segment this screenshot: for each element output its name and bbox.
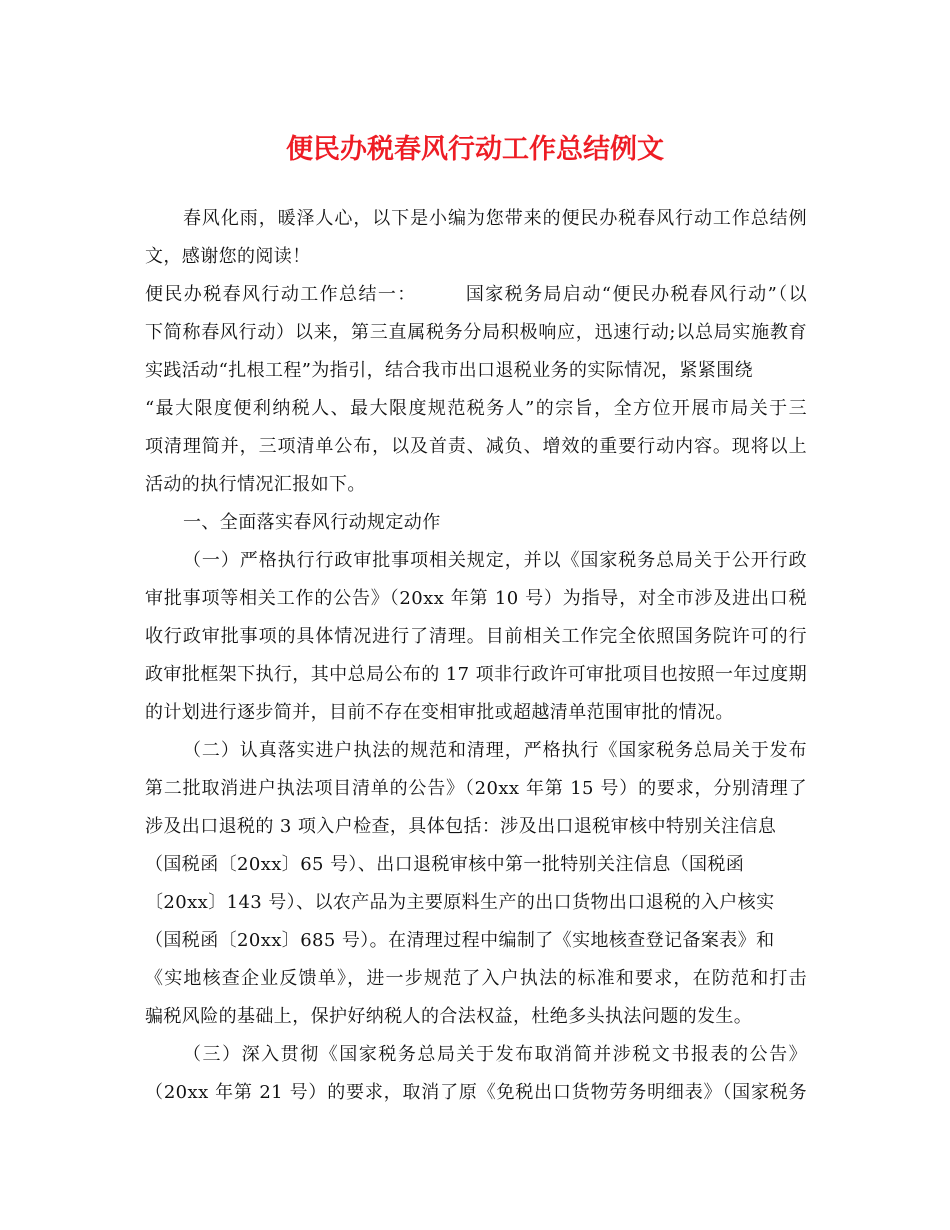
- paragraph-line: 便民办税春风行动工作总结一： 国家税务局启动“便民办税春风行动”（以: [145, 284, 807, 305]
- paragraph-line: 活动的执行情况汇报如下。: [145, 474, 366, 495]
- paragraph-line: 政审批框架下执行，其中总局公布的 17 项非行政许可审批项目也按照一年过度期: [145, 664, 807, 685]
- paragraph-line: 第二批取消进户执法项目清单的公告》（20xx 年第 15 号）的要求，分别清理了: [145, 778, 807, 799]
- paragraph-line: 骗税风险的基础上，保护好纳税人的合法权益，杜绝多头执法问题的发生。: [145, 1006, 753, 1027]
- paragraph-line: 涉及出口退税的 3 项入户检查，具体包括：涉及出口退税审核中特别关注信息: [145, 816, 777, 837]
- section-heading: 一、全面落实春风行动规定动作: [183, 512, 441, 533]
- paragraph-line: 文，感谢您的阅读！: [145, 246, 311, 267]
- paragraph-line: 项清理简并，三项清单公布，以及首责、减负、增效的重要行动内容。现将以上: [145, 436, 807, 457]
- paragraph-line: （国税函〔20xx〕685 号）。在清理过程中编制了《实地核查登记备案表》和: [145, 930, 775, 951]
- paragraph-line: 收行政审批事项的具体情况进行了清理。目前相关工作完全依照国务院许可的行: [145, 626, 807, 647]
- document-body: [145, 200, 807, 1112]
- paragraph-line: 下简称春风行动）以来，第三直属税务分局积极响应，迅速行动;以总局实施教育: [145, 322, 807, 343]
- paragraph-line: （20xx 年第 21 号）的要求，取消了原《免税出口货物劳务明细表》（国家税务: [145, 1082, 807, 1103]
- paragraph-line: “最大限度便利纳税人、最大限度规范税务人”的宗旨，全方位开展市局关于三: [145, 398, 807, 419]
- paragraph-line: 〔20xx〕143 号）、以农产品为主要原料生产的出口货物出口退税的入户核实: [145, 892, 775, 913]
- paragraph-line: （一）严格执行行政审批事项相关规定，并以《国家税务总局关于公开行政: [183, 550, 807, 571]
- paragraph-line: （三）深入贯彻《国家税务总局关于发布取消简并涉税文书报表的公告》: [183, 1044, 807, 1065]
- paragraph-line: 《实地核查企业反馈单》，进一步规范了入户执法的标准和要求，在防范和打击: [145, 968, 807, 989]
- paragraph-line: （二）认真落实进户执法的规范和清理，严格执行《国家税务总局关于发布: [183, 740, 807, 761]
- paragraph-line: （国税函〔20xx〕65 号）、出口退税审核中第一批特别关注信息（国税函: [145, 854, 745, 875]
- paragraph-line: 的计划进行逐步简并，目前不存在变相审批或超越清单范围审批的情况。: [145, 702, 734, 723]
- paragraph-line: 春风化雨，暖泽人心，以下是小编为您带来的便民办税春风行动工作总结例: [183, 208, 807, 229]
- paragraph-line: 实践活动“扎根工程”为指引，结合我市出口退税业务的实际情况，紧紧围绕: [145, 360, 754, 381]
- paragraph-line: 审批事项等相关工作的公告》（20xx 年第 10 号）为指导，对全市涉及进出口税: [145, 588, 807, 609]
- document-title: 便民办税春风行动工作总结例文: [286, 134, 664, 165]
